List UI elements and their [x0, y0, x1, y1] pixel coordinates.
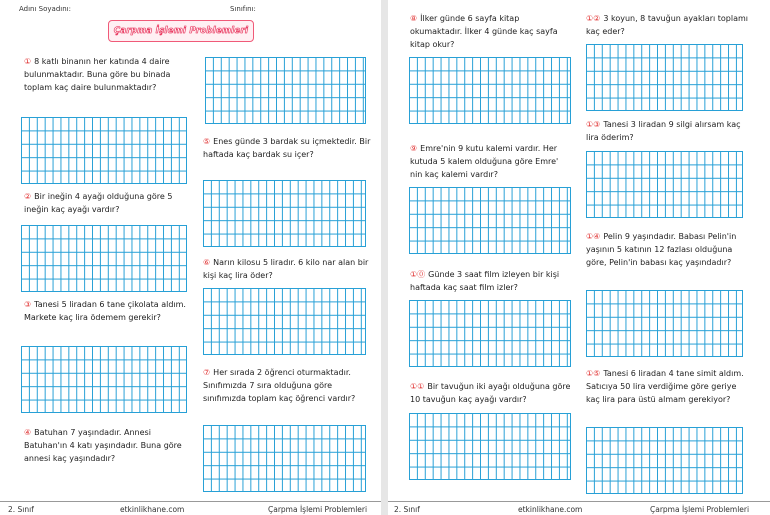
question-6	[203, 256, 371, 282]
page-footer	[0, 501, 381, 515]
question-text: Tanesi 6 liradan 4 tane simit aldım. Satıcıya 50 lira verdiğime göre geriye kaç lira para üstü almam gerekiyor?	[586, 369, 744, 404]
footer-grade: 2. Sınıf	[394, 505, 420, 514]
answer-grid-15[interactable]	[586, 427, 743, 494]
worksheet-page-left	[0, 0, 381, 515]
question-9	[410, 142, 572, 181]
question-1	[24, 55, 192, 94]
question-text: 3 koyun, 8 tavuğun ayakları toplamı kaç eder?	[586, 14, 749, 36]
question-8	[410, 12, 572, 51]
question-number: ①②	[586, 14, 601, 23]
question-2	[24, 190, 192, 216]
answer-grid-5[interactable]	[203, 180, 366, 247]
question-number: ①①	[410, 382, 425, 391]
worksheet-title: Çarpma İşlemi Problemleri	[113, 26, 249, 36]
question-text: Tanesi 3 liradan 9 silgi alırsam kaç lira öderim?	[586, 120, 741, 142]
question-text: Emre'nin 9 kutu kalemi vardır. Her kutuda 5 kalem olduğuna göre Emre' nin kaç kalemi vardır?	[410, 144, 559, 179]
question-number: ⑨	[410, 144, 418, 153]
question-text: Enes günde 3 bardak su içmektedir. Bir haftada kaç bardak su içer?	[203, 137, 371, 159]
answer-grid-10[interactable]	[409, 300, 571, 367]
question-14	[586, 230, 751, 269]
question-3	[24, 298, 192, 324]
question-text: Günde 3 saat film izleyen bir kişi haftada kaç saat film izler?	[410, 270, 560, 292]
question-12	[586, 12, 751, 38]
question-text: Batuhan 7 yaşındadır. Annesi Batuhan'ın 4 katı yaşındadır. Buna göre annesi kaç yaşındadır?	[24, 428, 182, 463]
answer-grid-7[interactable]	[203, 425, 366, 492]
answer-grid-1[interactable]	[21, 117, 187, 184]
question-4	[24, 426, 192, 465]
question-text: Her sırada 2 öğrenci oturmaktadır. Sınıfımızda 7 sıra olduğuna göre sınıfımızda toplam kaç öğrenci vardır?	[203, 368, 356, 403]
question-10	[410, 268, 572, 294]
answer-grid-12[interactable]	[586, 44, 743, 111]
question-text: Bir ineğin 4 ayağı olduğuna göre 5 ineğin kaç ayağı vardır?	[24, 192, 173, 214]
question-text: 8 katlı binanın her katında 4 daire bulunmaktadır. Buna göre bu binada toplam kaç daire bulunmaktadır?	[24, 57, 171, 92]
footer-site[interactable]: etkinlikhane.com	[518, 505, 583, 514]
answer-grid-14[interactable]	[586, 290, 743, 357]
footer-grade: 2. Sınıf	[8, 505, 34, 514]
answer-grid-3[interactable]	[21, 346, 187, 413]
question-number: ⑥	[203, 258, 211, 267]
question-number: ⑤	[203, 137, 211, 146]
question-11	[410, 380, 572, 406]
question-text: Bir tavuğun iki ayağı olduğuna göre 10 tavuğun kaç ayağı vardır?	[410, 382, 571, 404]
question-13	[586, 118, 751, 144]
question-text: İlker günde 6 sayfa kitap okumaktadır. İlker 4 günde kaç sayfa kitap okur?	[410, 14, 558, 49]
question-text: Tanesi 5 liradan 6 tane çikolata aldım. Markete kaç lira ödemem gerekir?	[24, 300, 186, 322]
answer-grid-2[interactable]	[21, 225, 187, 292]
worksheet-page-right	[388, 0, 770, 515]
question-number: ⑦	[203, 368, 211, 377]
question-number: ①⑤	[586, 369, 601, 378]
answer-grid-6[interactable]	[203, 288, 366, 355]
question-text: Pelin 9 yaşındadır. Babası Pelin'in yaşının 5 katının 12 fazlası olduğuna göre, Pelin'in babası kaç yaşındadır?	[586, 232, 737, 267]
name-label: Adını Soyadını:	[19, 5, 71, 13]
question-15	[586, 367, 751, 406]
question-5	[203, 135, 371, 161]
question-number: ⑧	[410, 14, 418, 23]
answer-grid-9[interactable]	[409, 187, 571, 254]
question-number: ①⓪	[410, 270, 426, 279]
answer-grid-11[interactable]	[409, 413, 571, 480]
question-number: ③	[24, 300, 32, 309]
question-number: ①	[24, 57, 32, 66]
page-footer	[388, 501, 770, 515]
answer-grid-top[interactable]	[205, 57, 366, 124]
question-number: ④	[24, 428, 32, 437]
question-7	[203, 366, 371, 405]
footer-subject: Çarpma İşlemi Problemleri	[268, 505, 368, 514]
footer-site[interactable]: etkinlikhane.com	[120, 505, 185, 514]
question-number: ①④	[586, 232, 601, 241]
question-number: ②	[24, 192, 32, 201]
class-label: Sınıfını:	[230, 5, 256, 13]
question-number: ①③	[586, 120, 601, 129]
answer-grid-8[interactable]	[409, 57, 571, 124]
answer-grid-13[interactable]	[586, 151, 743, 218]
footer-subject: Çarpma İşlemi Problemleri	[650, 505, 750, 514]
question-text: Narın kilosu 5 liradır. 6 kilo nar alan bir kişi kaç lira öder?	[203, 258, 369, 280]
worksheet-title-box	[108, 20, 254, 42]
